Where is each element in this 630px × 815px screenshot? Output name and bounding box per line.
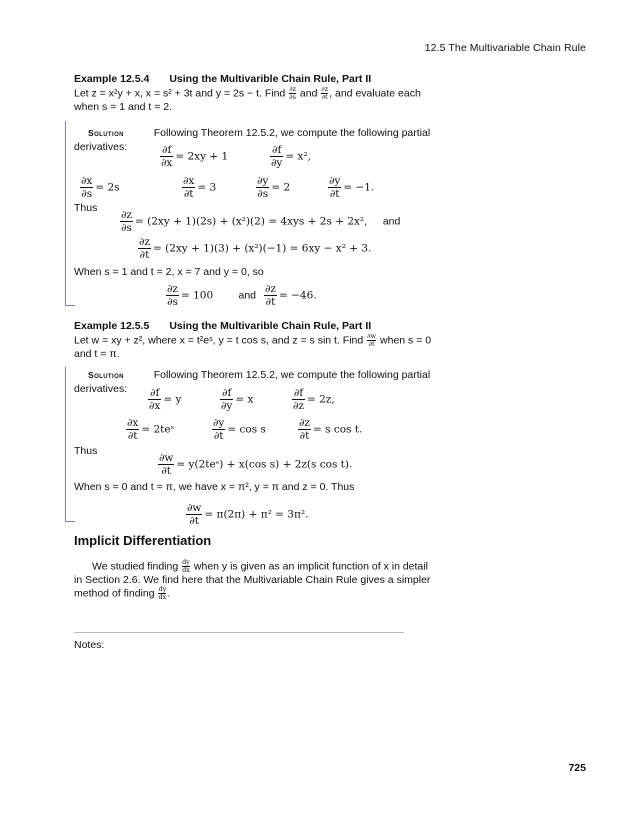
solution-label: Solution — [88, 128, 124, 138]
fraction-dy-dx: $\frac{dy}{dx}$ — [182, 558, 190, 574]
thus-text: Thus — [74, 445, 98, 457]
fraction-dy-dx: $\frac{dy}{dx}$ — [158, 585, 167, 601]
fraction-dw-dt: $\frac{\partial w}{\partial t}$ — [367, 332, 377, 348]
page-number: 725 — [568, 762, 586, 774]
example-statement-line: and t = π. — [74, 348, 120, 360]
equation-dz-dt: $\frac{\partial z}{\partial t}$ = (2xy + 1)(3) + (x²)(−1) = 6xy − x² + 3. — [139, 236, 372, 261]
equation-dy-ds: $\frac{\partial y}{\partial s}$ = 2 — [257, 175, 291, 200]
example-title: Using the Multivarible Chain Rule, Part II — [169, 73, 372, 85]
paragraph-line: We studied finding $\frac{dy}{dx}$ when y is given as an implicit function of x in detail — [92, 558, 428, 574]
example-heading — [74, 73, 371, 85]
solution-text: derivatives: — [74, 141, 128, 153]
example-number: Example 12.5.4 — [74, 73, 150, 85]
solution-bar-end — [65, 305, 75, 306]
equation-dz-dt-value: $\frac{\partial z}{\partial t}$ = −46. — [265, 283, 317, 308]
solution-text: derivatives: — [74, 383, 128, 395]
equation-dx-dt: $\frac{\partial x}{\partial t}$ = 2teˢ — [127, 417, 175, 442]
example-statement: Let z = x²y + x, x = s² + 3t and y = 2s − t. Find $\frac{\partial z}{\partial s}$ and $\frac{\partial z}{\partial t}$ , and evaluate each — [74, 85, 421, 101]
notes-label: Notes: — [74, 639, 105, 651]
section-heading: Implicit Differentiation — [74, 533, 212, 548]
running-header: 12.5 The Multivariable Chain Rule — [424, 42, 586, 54]
when-text: When s = 1 and t = 2, x = 7 and y = 0, so — [74, 266, 264, 278]
solution-bar-end — [65, 521, 75, 522]
notes-divider — [74, 632, 404, 633]
fraction-dz-dt: $\frac{\partial z}{\partial t}$ — [321, 85, 329, 101]
example-title: Using the Multivarible Chain Rule, Part II — [169, 320, 372, 332]
equation-dz-dt: $\frac{\partial z}{\partial t}$ = s cos t. — [299, 417, 363, 442]
paragraph-line: method of finding $\frac{dy}{dx}$ . — [74, 585, 171, 601]
solution-intro: Solution Following Theorem 12.5.2, we compute the following partial — [88, 127, 431, 139]
when-text: When s = 0 and t = π, we have x = π², y = π and z = 0. Thus — [74, 481, 355, 493]
equation-df-dx: $\frac{\partial f}{\partial x}$ = y — [149, 387, 182, 412]
equation-dx-ds: $\frac{\partial x}{\partial s}$ = 2s — [81, 175, 120, 200]
equation-dw-dt-value: $\frac{\partial w}{\partial t}$ = π(2π) + π² = 3π². — [187, 502, 309, 527]
equation-dz-ds: $\frac{\partial z}{\partial s}$ = (2xy + 1)(2s) + (x²)(2) = 4xys + 2s + 2x², and — [121, 209, 401, 234]
equation-df-dy: $\frac{\partial f}{\partial y}$ = x — [221, 387, 254, 412]
solution-bar — [65, 367, 66, 521]
example-statement: Let w = xy + z², where x = t²eˢ, y = t cos s, and z = s sin t. Find $\frac{\partial w}{\partial t}$ when s = 0 — [74, 332, 432, 348]
equation-dx-dt: $\frac{\partial x}{\partial t}$ = 3 — [183, 175, 217, 200]
paragraph-line: in Section 2.6. We find here that the Multivariable Chain Rule gives a simpler — [74, 574, 431, 586]
example-heading — [74, 320, 371, 332]
solution-intro: Solution Following Theorem 12.5.2, we compute the following partial — [88, 369, 431, 381]
example-number: Example 12.5.5 — [74, 320, 150, 332]
solution-label: Solution — [88, 370, 124, 380]
equation-dw-dt: $\frac{\partial w}{\partial t}$ = y(2teˢ) + x(cos s) + 2z(s cos t). — [159, 452, 353, 477]
equation-df-dy: $\frac{\partial f}{\partial y}$ = x², — [271, 144, 311, 169]
thus-text: Thus — [74, 202, 98, 214]
equation-dy-dt: $\frac{\partial y}{\partial t}$ = −1. — [329, 175, 375, 200]
fraction-dz-ds: $\frac{\partial z}{\partial s}$ — [289, 85, 296, 101]
equation-dz-ds-value: $\frac{\partial z}{\partial s}$ = 100 and — [167, 283, 257, 308]
equation-df-dx: $\frac{\partial f}{\partial x}$ = 2xy + 1 — [161, 144, 229, 169]
example-statement-line: when s = 1 and t = 2. — [74, 101, 173, 113]
equation-dy-dt: $\frac{\partial y}{\partial t}$ = cos s — [213, 417, 266, 442]
equation-df-dz: $\frac{\partial f}{\partial z}$ = 2z, — [293, 387, 335, 412]
solution-bar — [65, 121, 66, 305]
